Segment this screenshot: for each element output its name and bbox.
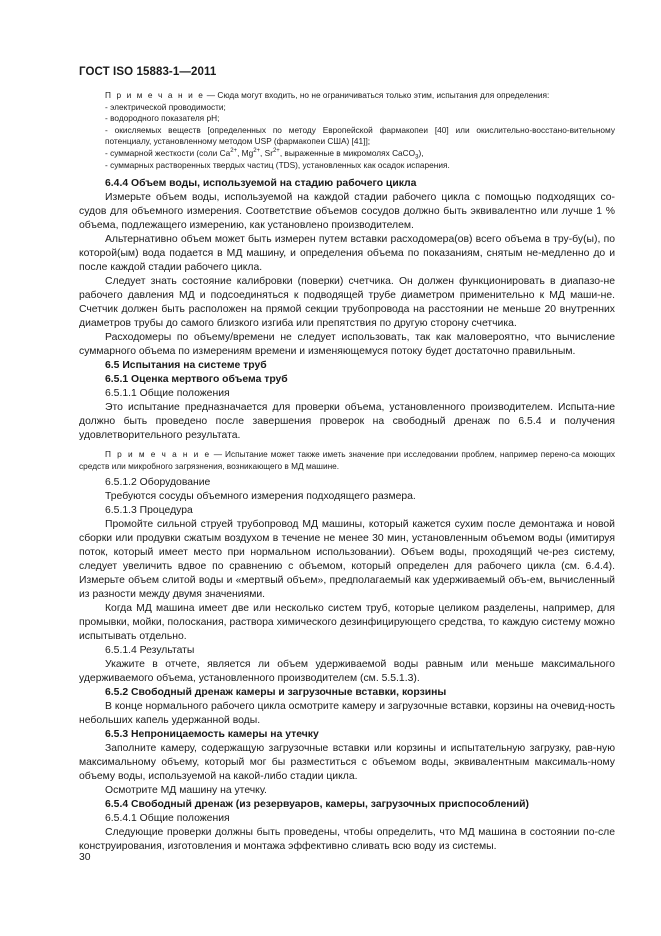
note-text: — Испытание может также иметь значение при исследовании проблем, например перено-са моющих средств или микробного загрязнения, возникающего в МД машине. — [79, 449, 615, 471]
note-2 — [79, 449, 615, 472]
paragraph: Это испытание предназначается для проверки объема, установленного производителем. Испыта-ние должно быть проведено после завершения проверок на свободный дренаж по 6.5.4 и получения удовлетворительного результата. — [79, 402, 615, 442]
note-label: П р и м е ч а н и е — [105, 449, 211, 460]
section-heading-6-5-3: 6.5.3 Непроницаемость камеры на утечку — [105, 729, 319, 741]
paragraph: Заполните камеру, содержащую загрузочные вставки или корзины и испытательную загрузку, рав-ную максимальному объему, который мог бы разместиться с объемом воды, эквивалентным максималь-ному объему воды, используемой на какой-либо стадии цикла. — [79, 743, 615, 783]
section-heading-6-5-4-1: 6.5.4.1 Общие положения — [105, 813, 230, 825]
paragraph: Расходомеры по объему/времени не следует использовать, так как маловероятно, что вычисление суммарного объема по измерениям времени и изменяющемуся потоку будет достаточно правильным. — [79, 332, 615, 358]
paragraph: Требуются сосуды объемного измерения подходящего размера. — [105, 491, 416, 503]
section-heading-6-5-4: 6.5.4 Свободный дренаж (из резервуаров, камеры, загрузочных приспособлений) — [105, 799, 529, 811]
note-list-item: - окисляемых веществ [определенных по методу Европейской фармакопеи [40] или окислительно-восстано-вительному потенциалу, установленному методом USP (фармакопеи США) [41]]; — [105, 124, 615, 147]
section-heading-6-5-2: 6.5.2 Свободный дренаж камеры и загрузочные вставки, корзины — [105, 687, 447, 699]
paragraph: Когда МД машина имеет две или несколько систем труб, которые целиком разделены, например, для промывки, мойки, полоскания, раствора химического дезинфицирующего средства, то каждую систему можно испытывать отдельно. — [79, 603, 615, 643]
note-intro — [79, 90, 615, 102]
section-heading-6-5: 6.5 Испытания на системе труб — [105, 360, 267, 372]
paragraph: Осмотрите МД машину на утечку. — [105, 785, 267, 797]
section-heading-6-4-4: 6.4.4 Объем воды, используемой на стадию рабочего цикла — [105, 178, 417, 190]
page-content — [79, 90, 615, 854]
note-list-item: - электрической проводимости; — [105, 101, 226, 112]
note-list-item: - водородного показателя pH; — [105, 113, 220, 124]
paragraph: Следует знать состояние калибровки (поверки) счетчика. Он должен функционировать в диапазо-не рабочего давления МД и подсоединяться к подводящей трубе диаметром применительно к МД маши-не. Счетчик должен быть расположен на прямой секции трубопровода на расстоянии не меньше 20 внутренних диаметров трубы до самого близкого изгиба или препятствия по другую сторону счетчика. — [79, 276, 615, 330]
page-number: 30 — [79, 852, 91, 863]
section-heading-6-5-1-4: 6.5.1.4 Результаты — [105, 645, 195, 657]
document-header: ГОСТ ISO 15883-1—2011 — [79, 66, 217, 78]
section-heading-6-5-1: 6.5.1 Оценка мертвого объема труб — [105, 374, 288, 386]
paragraph: Следующие проверки должны быть проведены, чтобы определить, что МД машина в состоянии по-сле конструирования, изготовления и монтажа эффективно сливать всю воду из системы. — [79, 827, 615, 853]
paragraph: Альтернативно объем может быть измерен путем вставки расходомера(ов) всего объема в тру-бу(ы), по которой(ым) вода подается в МД машину, и определения объема по показаниям, снятым не-медленно до и после каждой стадии рабочего цикла. — [79, 234, 615, 274]
note-text: — Сюда могут входить, но не ограничиваться только этим, испытания для определения: — [204, 90, 550, 100]
section-heading-6-5-1-1: 6.5.1.1 Общие положения — [105, 388, 230, 400]
paragraph: Измерьте объем воды, используемой на каждой стадии рабочего цикла с помощью подходящих со-судов для объемного измерения. Соответствие объемов сосудов должно быть эквивалентно или лучше 1 % объема, подлежащего измерению, как установлено производителем. — [79, 192, 615, 232]
note-list-item: - суммарных растворенных твердых частиц (TDS), установленных как осадок испарения. — [105, 159, 450, 170]
paragraph: В конце нормального рабочего цикла осмотрите камеру и загрузочные вставки, корзины на очевид-ность небольших капель удержанной воды. — [79, 701, 615, 727]
note-label: П р и м е ч а н и е — [105, 90, 205, 100]
section-heading-6-5-1-2: 6.5.1.2 Оборудование — [105, 477, 211, 489]
paragraph: Укажите в отчете, является ли объем удерживаемой воды равным или меньше максимального удерживаемого объема, установленного производителем (см. 5.5.1.3). — [79, 659, 615, 685]
section-heading-6-5-1-3: 6.5.1.3 Процедура — [105, 505, 193, 517]
paragraph: Промойте сильной струей трубопровод МД машины, который кажется сухим после демонтажа и новой сборки или продувки сжатым воздухом в течение не менее 30 мин, установленным объемом воды (имитируя поток, который имеет место при нормальном использовании). Объем воды, проходящий че-рез систему, следует увеличить вдвое по сравнению с объемом, который определен для рабочего цикла (см. 6.4.4). Измерьте объем слитой воды и «мертвый объем», предполагаемый как удерживаемый объ-ем, вычисленный из разности между двумя значениями. — [79, 519, 615, 601]
note-list-item-hardness: - суммарной жесткости (соли $Ca^{2+}$, $Mg^{2+}$, $Sr^{2+}$, выраженные в микромолях CaCO$_3$), — [105, 147, 424, 161]
